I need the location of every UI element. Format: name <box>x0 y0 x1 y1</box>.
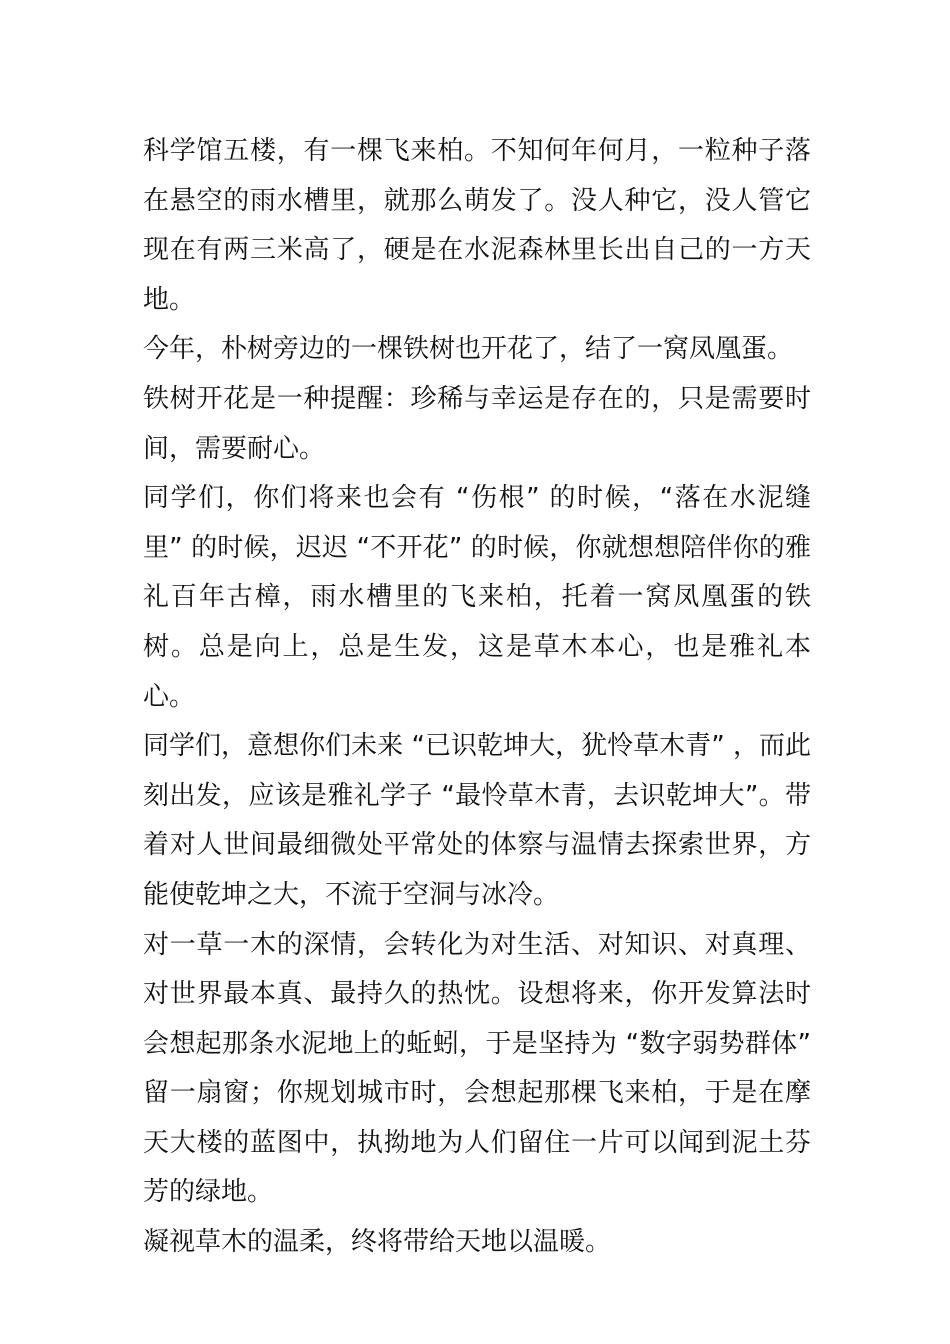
paragraph-6: 对一草一木的深情，会转化为对生活、对知识、对真理、对世界最本真、最持久的热忱。设想将来，你开发算法时会想起那条水泥地上的蚯蚓，于是坚持为 “数字弱势群体” 留一扇窗；你规划城市时，会想起那棵飞来柏，于是在摩天大楼的蓝图中，执拗地为人们留住一片可以闻到泥土芬芳的绿地。 <box>143 929 811 1208</box>
paragraph-5: 同学们，意想你们未来 “已识乾坤大，犹怜草木青” ，而此刻出发，应该是雅礼学子 “最怜草木青，去识乾坤大”。带着对人世间最细微处平常处的体察与温情去探索世界，方能使乾坤之大，不流于空洞与冰冷。 <box>143 731 811 910</box>
paragraph-7: 凝视草木的温柔，终将带给天地以温暖。 <box>143 1227 612 1258</box>
paragraph-1: 科学馆五楼，有一棵飞来柏。不知何年何月，一粒种子落在悬空的雨水槽里，就那么萌发了。没人种它，没人管它现在有两三米高了，硬是在水泥森林里长出自己的一方天地。 <box>143 136 811 315</box>
paragraph-3: 铁树开花是一种提醒：珍稀与幸运是存在的，只是需要时间，需要耐心。 <box>143 383 811 464</box>
paragraph-4: 同学们，你们将来也会有 “伤根” 的时候，“落在水泥缝里” 的时候，迟迟 “不开花” 的时候，你就想想陪伴你的雅礼百年古樟，雨水槽里的飞来柏，托着一窝凤凰蛋的铁树。总是向上，总是生发，这是草木本心，也是雅礼本心。 <box>143 483 811 712</box>
document-body <box>143 127 811 1268</box>
paragraph-2: 今年，朴树旁边的一棵铁树也开花了，结了一窝凤凰蛋。 <box>143 334 794 365</box>
